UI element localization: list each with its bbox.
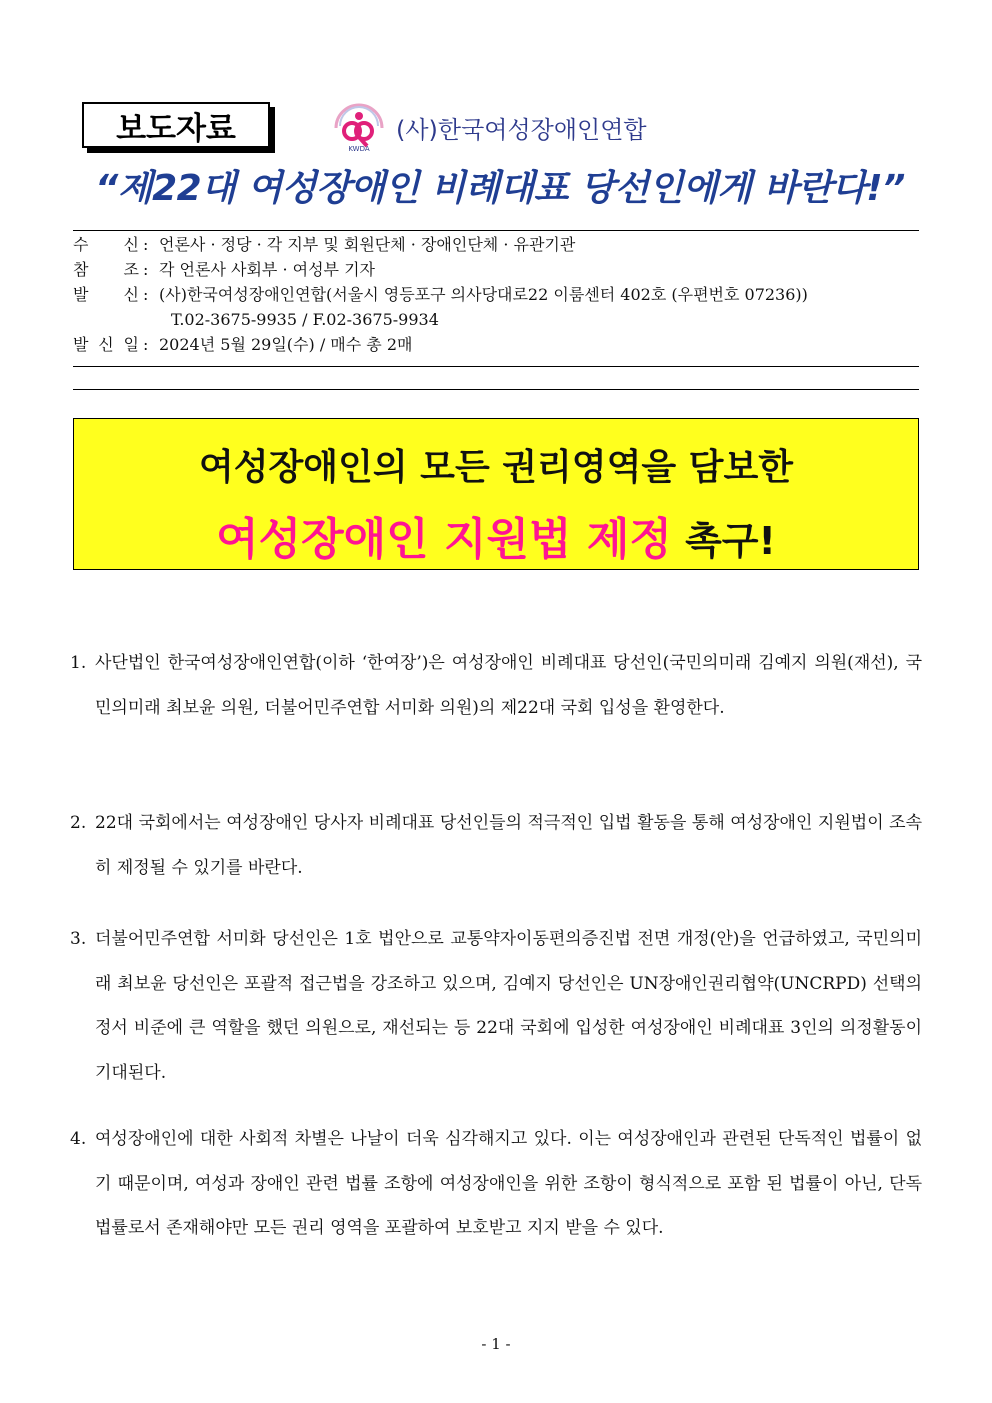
press-release-label: 보도자료 (82, 102, 270, 148)
distribution-info (73, 232, 919, 357)
contact-numbers: T.02-3675-9935 / F.02-3675-9934 (171, 310, 439, 329)
paragraph-3: 3. 더불어민주연합 서미화 당선인은 1호 법안으로 교통약자이동편의증진법 전면 개정(안)을 언급하였고, 국민의미래 최보윤 당선인은 포괄적 접근법을 강조하고 있으며, 김예지 당선인은 UN장애인권리협약(UNCRPD) 선택의정서 비준에 큰 역할을 했던 의원으로, 재선되는 등 22대 국회에 입성한 여성장애인 비례대표 3인의 의정활동이 기대된다. (70, 929, 922, 1083)
headline-line-2 (74, 503, 918, 567)
divider-middle (73, 366, 919, 367)
info-value: 각 언론사 사회부 · 여성부 기자 (159, 260, 375, 279)
divider-top (73, 230, 919, 231)
svg-text:KWDA: KWDA (348, 145, 370, 152)
info-row-recipient: 수 신 : 언론사 · 정당 · 각 지부 및 회원단체 · 장애인단체 · 유관기관 (73, 232, 919, 257)
page-number: - 1 - (481, 1335, 511, 1353)
headline-line-1: 여성장애인의 모든 권리영역을 담보한 (198, 447, 794, 488)
info-value: 언론사 · 정당 · 각 지부 및 회원단체 · 장애인단체 · 유관기관 (159, 235, 576, 254)
info-row-date: 발 신 일 : 2024년 5월 29일(수) / 매수 총 2매 (73, 332, 919, 357)
headline-box (73, 418, 919, 570)
organization-name: (사)한국여성장애인연합 (396, 116, 647, 144)
headline-highlight: 여성장애인 지원법 제정 (216, 514, 672, 565)
info-key: 발 신 (73, 285, 139, 304)
divider-bottom (73, 389, 919, 390)
paragraph-2: 2. 22대 국회에서는 여성장애인 당사자 비례대표 당선인들의 적극적인 입법 활동을 통해 여성장애인 지원법이 조속히 제정될 수 있기를 바란다. (70, 813, 922, 878)
kwda-logo-icon (328, 102, 390, 152)
info-row-reference: 참 조 : 각 언론사 사회부 · 여성부 기자 (73, 257, 919, 282)
info-key: 참 조 (73, 260, 139, 279)
info-value: (사)한국여성장애인연합(서울시 영등포구 의사당대로22 이룸센터 402호 (우편번호 07236)) (159, 285, 808, 304)
headline-rest: 촉구! (671, 519, 776, 563)
info-value: 2024년 5월 29일(수) / 매수 총 2매 (159, 335, 413, 354)
paragraph-1: 1. 사단법인 한국여성장애인연합(이하 ‘한여장’)은 여성장애인 비례대표 당선인(국민의미래 김예지 의원(재선), 국민의미래 최보윤 의원, 더불어민주연합 서미화 의원)의 제22대 국회 입성을 환영한다. (70, 653, 922, 718)
info-key: 발 신 일 (73, 335, 139, 354)
info-key: 수 신 (73, 235, 139, 254)
paragraph-4: 4. 여성장애인에 대한 사회적 차별은 나날이 더욱 심각해지고 있다. 이는 여성장애인과 관련된 단독적인 법률이 없기 때문이며, 여성과 장애인 관련 법률 조항에 여성장애인을 위한 조항이 형식적으로 포함 된 법률이 아닌, 단독 법률로서 존재해야만 모든 권리 영역을 포괄하여 보호받고 지지 받을 수 있다. (70, 1129, 922, 1238)
page-title: “제22대 여성장애인 비례대표 당선인에게 바란다!” (95, 168, 905, 209)
info-row-sender: 발 신 : (사)한국여성장애인연합(서울시 영등포구 의사당대로22 이룸센터 402호 (우편번호 07236)) (73, 282, 919, 307)
